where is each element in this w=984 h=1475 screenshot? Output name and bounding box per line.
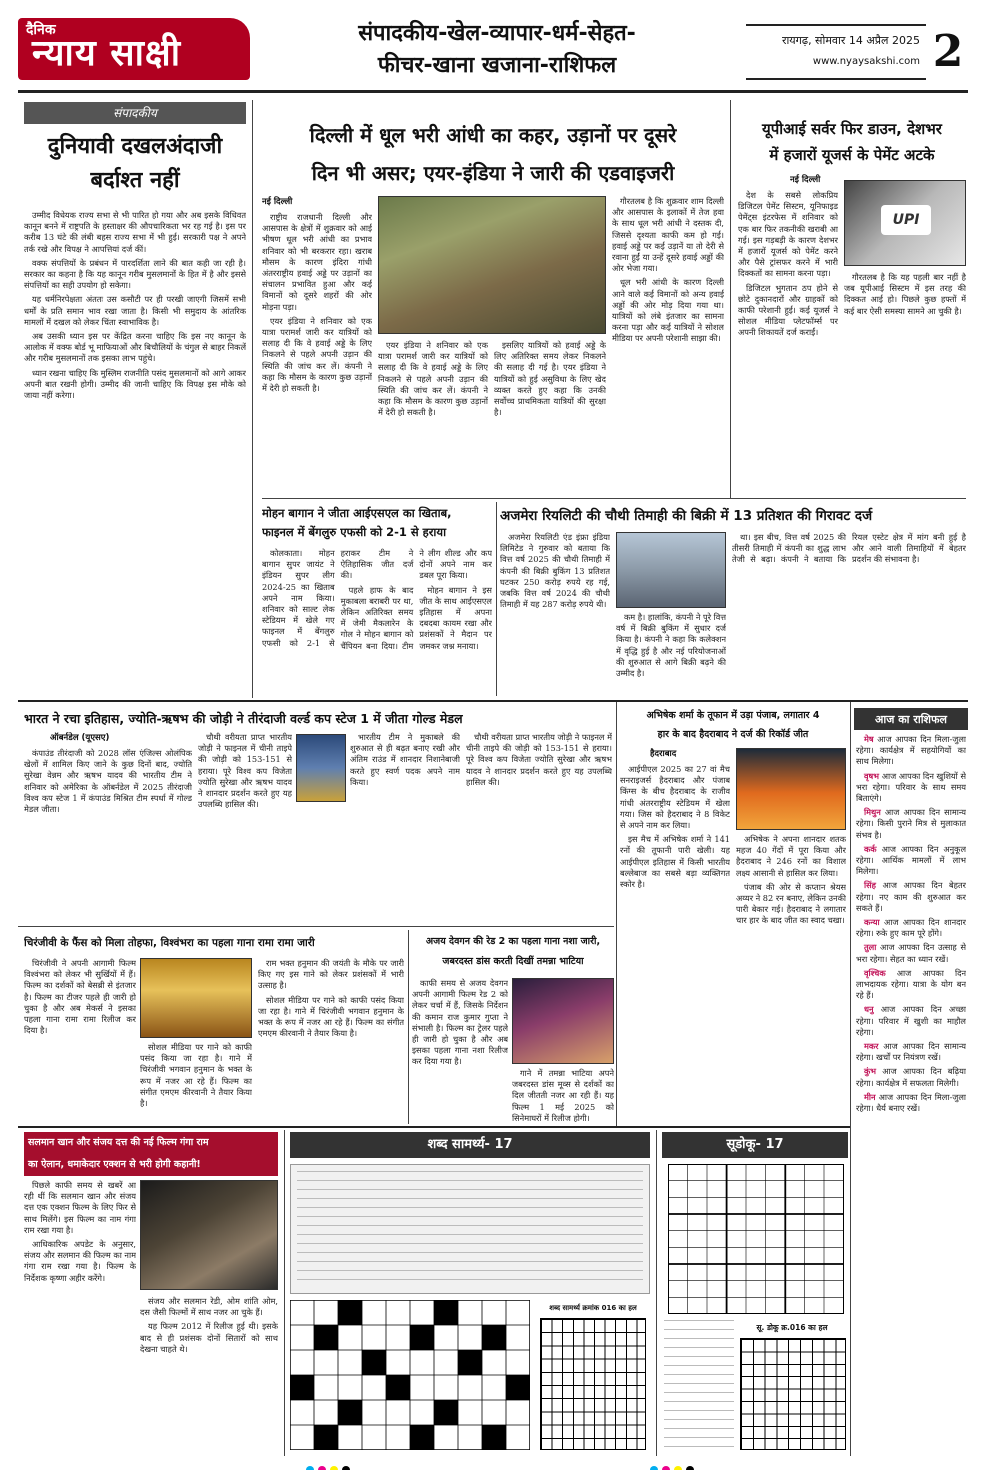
football-headline-1: मोहन बागान ने जीता आईएसएल का खिताब,	[262, 506, 452, 520]
dust-para: एयर इंडिया ने शनिवार को एक यात्रा परामर्श जारी कर यात्रियों को सलाह दी कि वे हवाई अड्डे के लिए निकलने से पहले अपनी उड़ान की स्थिति की जांच कर लें। कंपनी ने कहा कि मौसम के कारण कुछ उड़ानों में देरी हो सकती है।	[378, 340, 488, 418]
salman-col-2	[140, 1296, 278, 1454]
salman-divider	[284, 1130, 285, 1456]
football-para: मोहन बागान ने इस जीत के साथ आईएसएल इतिहास में अपना दबदबा कायम रखा और प्रशंसकों ने मैदान पर जमकर जश्न मनाया।	[419, 584, 492, 651]
archery-col-2	[198, 732, 292, 922]
row2-rule	[18, 700, 968, 702]
sign-name: सिंह	[864, 880, 877, 891]
ajmera-headline: अजमेरा रियलिटी की चौथी तिमाही की बिक्री में 13 प्रतिशत की गिरावट दर्ज	[500, 508, 873, 524]
sign-text: आज आपका दिन अच्छा रहेगा। परिवार में खुशी का माहौल रहेगा।	[856, 1004, 966, 1037]
editorial-para: अब उसकी ध्यान इस पर केंद्रित करना चाहिए कि इस नए कानून के आलोक में वक्फ बोर्ड भू माफियाओं और बिचौलियों के चंगुल से बाहर निकलें और गरीब मुसलमानों तक इसका लाभ पहुंचे।	[24, 331, 246, 364]
crossword-grid	[290, 1300, 530, 1450]
upi-para: देश के सबसे लोकप्रिय डिजिटल पेमेंट सिस्टम, यूनिफाइड पेमेंट्स इंटरफेस में शनिवार को एक बार फिर तकनीकी खराबी आ गई। इस गड़बड़ी के कारण देशभर में हजारों यूजर्स को पेमेंट करने और पैसे ट्रांसफर करने में भारी दिक्कतों का सामना करना पड़ा।	[738, 190, 838, 279]
salman-headline-1: सलमान खान और संजय दत्त की नई फिल्म गंगा राम	[28, 1137, 209, 1148]
sign-text: आज आपका दिन मिला-जुला रहेगा। कार्यक्षेत्र में सहयोगियों का साथ मिलेगा।	[856, 734, 966, 767]
editorial-label: संपादकीय	[113, 106, 157, 120]
sign-name: मेष	[864, 734, 874, 744]
editorial-label-bar	[24, 102, 246, 124]
rashifal-sign	[856, 880, 966, 914]
salman-para: यह फिल्म 2012 में रिलीज हुई थी। इसके बाद से ही प्रशंसक दोनों सितारों को साथ देखना चाहते थे।	[140, 1321, 278, 1354]
registration-dots-svg	[300, 1465, 700, 1470]
website: www.nyaysakshi.com	[812, 56, 920, 67]
salman-col-1	[24, 1180, 136, 1454]
football-headline	[262, 504, 492, 544]
chiranjeevi-photo	[140, 958, 252, 1038]
chiranjeevi-divider	[408, 930, 409, 1124]
cricket-dateline: हैदराबाद	[650, 749, 677, 759]
upi-phone-photo	[844, 180, 966, 266]
chiranjeevi-para: चिरंजीवी ने अपनी आगामी फिल्म विश्वंभरा को लेकर भी सुर्खियों में हैं। फिल्म का दर्शकों को बेसब्री से इंतजार है। फिल्म का टीजर पहले ही जारी हो चुका है और अब मेकर्स ने इसका पहला गाना रामा रामा रिलीज कर दिया है।	[24, 958, 136, 1036]
rashifal-sign	[856, 807, 966, 841]
football-para: पहले हाफ के बाद मुकाबला बराबरी पर था, लेकिन अतिरिक्त समय में जेमी मैकलारेन के गोल ने मोहन बागान को चैंपियन बना दिया। टीम ने लीग शील्ड और कप दोनों अपने नाम कर डबल पूरा किया।	[340, 548, 492, 651]
sign-text: आज आपका दिन बढ़िया रहेगा। कार्यक्षेत्र में सफलता मिलेगी।	[856, 1066, 966, 1088]
football-headline-2: फाइनल में बेंगलुरु एफसी को 2-1 से हराया	[262, 525, 447, 539]
archery-para: चौथी वरीयता प्राप्त भारतीय जोड़ी ने फाइनल में चीनी ताइपे की जोड़ी को 153-151 से हराया। पूरे विश्व कप विजेता ज्योति सुरेखा और ऋषभ यादव ने शानदार प्रदर्शन करते हुए यह उपलब्धि हासिल की।	[466, 732, 612, 787]
sudoku-answer-grid	[740, 1338, 846, 1450]
ajmera-para: कम है। हालांकि, कंपनी ने पूरे वित्त वर्ष में बिक्री बुकिंग में सुधार दर्ज किया है। कंपनी ने कहा कि कलेक्शन में वृद्धि हुई है और नई परियोजनाओं की शुरुआत से आगे बिक्री बढ़ने की उम्मीद है।	[616, 612, 726, 679]
rashifal-sign	[856, 1041, 966, 1063]
dust-para: एयर इंडिया ने शनिवार को एक यात्रा परामर्श जारी कर यात्रियों को सलाह दी कि वे हवाई अड्डे के लिए निकलने से पहले अपनी उड़ान की स्थिति की जांच कर लें। कंपनी ने कहा कि मौसम के कारण कुछ उड़ानों में देरी हो सकती है।	[262, 315, 372, 394]
cricket-col-2	[736, 834, 846, 1122]
editorial-headline-1: दुनियावी दखलअंदाजी	[47, 134, 223, 159]
sign-name: कर्क	[864, 843, 877, 854]
editorial-body	[24, 210, 246, 696]
rashifal-sign	[856, 734, 966, 768]
editorial-para: यह धर्मनिरपेक्षता अंततः उस कसौटी पर ही परखी जाएगी जिसमें सभी धर्मों के प्रति समान भाव रखा जाता है। किसी भी समुदाय के आंतरिक मामलों में दखल को लेकर चिंता स्वाभाविक है।	[24, 294, 246, 327]
ajay-para: काफी समय से अजय देवगन अपनी आगामी फिल्म रेड 2 को लेकर चर्चा में हैं, जिसके निर्देशन की कमान राज कुमार गुप्ता ने संभाली है। फिल्म का ट्रेलर पहले ही जारी हो चुका है और अब इसका पहला गाना नशा रिलीज कर दिया गया है।	[412, 978, 508, 1067]
sudoku-answer-label: सू. डोकू क्र.016 का हल	[756, 1323, 828, 1332]
ajay-headline	[412, 932, 614, 976]
mid-divider	[616, 702, 617, 1126]
upi-dateline: नई दिल्ली	[790, 175, 821, 185]
paper-name: न्याय साक्षी	[32, 33, 182, 74]
sign-name: धनु	[864, 1004, 874, 1015]
editorial-para: ध्यान रखना चाहिए कि मुस्लिम राजनीति पसंद मुसलमानों को आगे आकर अपनी बात रखनी होगी। उम्मीद की जानी चाहिए कि विपक्ष इस मौके को जाया नहीं करेगा।	[24, 367, 246, 401]
editorial-para: उम्मीद विधेयक राज्य सभा से भी पारित हो गया और अब इसके विधिवत कानून बनने में राष्ट्रपति के हस्ताक्षर की औपचारिकता भर रह गई है। इस पर करीब 13 घंटे की लंबी बहस राज्य सभा में भी हुई। सरकारी पक्ष ने अपने तर्क रखे और विपक्ष ने आपत्तियां दर्ज कीं।	[24, 210, 246, 254]
ajmera-para: अजमेरा रियलिटी एंड इंफ्रा इंडिया लिमिटेड ने गुरुवार को बताया कि वित्त वर्ष 2025 की चौथी तिमाही में कंपनी की बिक्री बुकिंग 13 प्रतिशत घटकर 250 करोड़ रुपये रह गई, जबकि वित्त वर्ष 2024 की चौथी तिमाही में यह 287 करोड़ रुपये थी।	[500, 532, 610, 610]
salman-para: आधिकारिक अपडेट के अनुसार, संजय और सलमान की फिल्म का नाम गंगा राम रखा गया है। फिल्म के निर्देशक कृष्णा अहीर करेंगे।	[24, 1239, 136, 1283]
salman-headline-2: का ऐलान, धमाकेदार एक्शन से भरी होगी कहानी!	[28, 1159, 201, 1170]
editorial-divider	[252, 100, 253, 698]
sign-text: आज आपका दिन खुशियों से भरा रहेगा। परिवार के साथ समय बिताएंगे।	[856, 770, 966, 804]
ajay-col-2	[512, 1068, 614, 1122]
upi-logo-icon	[881, 205, 931, 235]
sign-text: आज आपका दिन मिला-जुला रहेगा। धैर्य बनाए रखें।	[856, 1091, 966, 1114]
cricket-headline-2: हार के बाद हैदराबाद ने दर्ज की रिकॉर्ड जीत	[657, 729, 809, 740]
archery-headline: भारत ने रचा इतिहास, ज्योति-ऋषभ की जोड़ी ने तीरंदाजी वर्ल्ड कप स्टेज 1 में जीता गोल्ड मेडल	[24, 711, 463, 726]
masthead-sections	[262, 18, 732, 84]
dust-headline-2: दिन भी असर; एयर-इंडिया ने जारी की एडवाइजरी	[311, 161, 675, 185]
sudoku-title-bar	[662, 1132, 848, 1158]
cricket-headline	[620, 706, 846, 746]
sign-name: मकर	[864, 1041, 879, 1052]
cricket-para: अभिषेक ने अपना शानदार शतक महज 40 गेंदों में पूरा किया और हैदराबाद ने 246 रनों का विशाल लक्ष्य आसानी से हासिल कर लिया।	[736, 834, 846, 878]
archery-dateline: ऑबर्नडेल (यूएसए)	[50, 733, 110, 743]
crossword-grid-svg	[290, 1300, 530, 1450]
registration-marks	[300, 1460, 700, 1470]
chiranjeevi-headline: चिरंजीवी के फैंस को मिला तोहफा, विश्वंभरा का पहला गाना रामा रामा जारी	[24, 937, 315, 949]
upi-para: डिजिटल भुगतान ठप होने से छोटे दुकानदारों और ग्राहकों को काफी परेशानी हुई। कई यूजर्स ने सोशल मीडिया प्लेटफॉर्म्स पर अपनी शिकायतें दर्ज कराईं।	[738, 282, 838, 338]
sign-text: आज आपका दिन लाभदायक रहेगा। यात्रा के योग बन रहे हैं।	[856, 967, 966, 1001]
crossword-clues-box	[290, 1164, 650, 1294]
ajay-headline-1: अजय देवगन की रेड 2 का पहला गाना नशा जारी,	[425, 936, 601, 947]
rashifal-title-bar	[854, 708, 968, 730]
chiranjeevi-para: सोशल मीडिया पर गाने को काफी पसंद किया जा रहा है। गाने में चिरंजीवी भगवान हनुमान के भक्त के रूप में नजर आ रहे हैं। फिल्म का संगीत एमएम कीरवानी ने तैयार किया है।	[258, 994, 404, 1039]
rashifal-sign	[856, 1004, 966, 1038]
editorial-para: वक्फ संपत्तियों के प्रबंधन में पारदर्शिता लाने की बात कही जा रही है। सरकार का कहना है कि यह कानून गरीब मुसलमानों के हित में है और इससे संपत्तियों का सही उपयोग हो सकेगा।	[24, 257, 246, 291]
editorial-headline	[24, 130, 246, 202]
crossword-answer-label: शब्द सामर्थ्य क्रमांक 016 का हल	[549, 1304, 637, 1312]
crossword-answer-grid	[540, 1318, 646, 1450]
rashifal-sign	[856, 942, 966, 964]
cricket-divider	[850, 702, 851, 1456]
sudoku-instructions	[664, 1320, 734, 1450]
dust-headline	[262, 116, 724, 192]
archery-para: कंपाउंड तीरंदाजी को 2028 लॉस एंजिल्स ओलंपिक खेलों में शामिल किए जाने के कुछ दिनों बाद, ज्योति सुरेखा वेन्नम और ऋषभ यादव की भारतीय टीम ने शनिवार को अमेरिका के ऑबर्नडेल में 2025 तीरंदाजी विश्व कप स्टेज 1 में कंपाउंड मिश्रित टीम स्पर्धा में गोल्ड मेडल जीता।	[24, 748, 192, 815]
dateline: रायगढ़, सोमवार 14 अप्रैल 2025	[781, 34, 920, 47]
sign-text: आज आपका दिन सामान्य रहेगा। किसी पुराने मित्र से मुलाकात संभव है।	[856, 807, 966, 840]
ajmera-col-1	[500, 532, 610, 694]
sudoku-grid-svg	[668, 1164, 844, 1314]
chiranjeevi-para: सोशल मीडिया पर गाने को काफी पसंद किया जा रहा है। गाने में चिरंजीवी भगवान हनुमान के भक्त के रूप में नजर आ रहे हैं। फिल्म का संगीत एमएम कीरवानी ने तैयार किया है।	[140, 1042, 252, 1109]
ajay-para: गाने में तमन्ना भाटिया अपने जबरदस्त डांस मूव्स से दर्शकों का दिल जीतती नजर आ रही हैं। यह फिल्म 1 मई 2025 को सिनेमाघरों में रिलीज होगी।	[512, 1068, 614, 1122]
upi-col-2	[844, 272, 966, 494]
archery-medal-photo	[296, 734, 346, 802]
row1-rule	[262, 498, 966, 499]
sudoku-title: सूडोकू- 17	[726, 1137, 784, 1152]
paper-prefix: दैनिक	[26, 22, 56, 38]
ajay-col-1	[412, 978, 508, 1122]
chiranjeevi-col-1	[24, 958, 136, 1122]
salman-para: संजय और सलमान रेडी, ओम शांति ओम, दस जैसी फिल्मों में साथ नजर आ चुके हैं।	[140, 1296, 278, 1318]
archery-rule	[18, 926, 614, 927]
ajmera-col-3	[732, 532, 966, 694]
crossword-divider	[656, 1130, 657, 1456]
rashifal-sign	[856, 771, 966, 805]
salman-para: पिछले काफी समय से खबरें आ रही थीं कि सलमान खान और संजय दत्त एक एक्शन फिल्म के लिए फिर से साथ मिलेंगे। इस फिल्म का नाम गंगा राम रखा गया है।	[24, 1180, 136, 1235]
crossword-title-bar	[290, 1132, 650, 1158]
archery-col-4	[466, 732, 612, 922]
upi-headline	[738, 116, 966, 172]
editorial-headline-2: बर्दाश्त नहीं	[90, 168, 180, 193]
dust-headline-1: दिल्ली में धूल भरी आंधी का कहर, उड़ानों पर दूसरे	[309, 123, 677, 147]
upi-logo-text: UPI	[892, 212, 920, 228]
salman-headline-bar	[24, 1132, 278, 1176]
dust-para: इसलिए यात्रियों को हवाई अड्डे के लिए अतिरिक्त समय लेकर निकलने की सलाह दी गई है। एयर इंडिया ने यात्रियों को हुई असुविधा के लिए खेद व्यक्त करते हुए कहा कि उनकी सर्वोच्च प्राथमिकता यात्रियों की सुरक्षा है।	[494, 340, 606, 418]
ajmera-building-photo	[616, 532, 726, 608]
rashifal-list	[856, 734, 966, 1454]
page-number: 2	[932, 26, 964, 77]
chiranjeevi-col-3	[258, 958, 404, 1122]
cricket-abhishek-photo	[736, 748, 846, 830]
sign-name: वृषभ	[864, 770, 880, 781]
masthead-rule	[18, 90, 968, 93]
chiranjeevi-col-2	[140, 1042, 252, 1122]
rashifal-sign	[856, 1092, 966, 1114]
upi-headline-2: में हजारों यूजर्स के पेमेंट अटके	[769, 146, 935, 164]
sudoku-grid	[668, 1164, 844, 1314]
sign-name: मीन	[864, 1091, 876, 1102]
sign-text: आज आपका दिन बेहतर रहेगा। नए काम की शुरुआत कर सकते हैं।	[856, 880, 966, 913]
football-divider	[496, 502, 497, 696]
dust-para: गौरतलब है कि शुक्रवार शाम दिल्ली और आसपास के इलाकों में तेज हवा के साथ धूल भरी आंधी ने दस्तक दी, जिससे दृश्यता काफी कम हो गई। हवाई अड्डे पर कई उड़ानें या तो देरी से रवाना हुईं या उन्हें दूसरे हवाई अड्डों की ओर भेजा गया।	[612, 196, 724, 274]
sign-name: मिथुन	[864, 807, 881, 818]
salman-sanjay-photo	[140, 1180, 278, 1290]
archery-para: भारतीय टीम ने मुकाबले की शुरुआत से ही बढ़त बनाए रखी और अंतिम राउंड में शानदार निशानेबाजी करते हुए स्वर्ण पदक अपने नाम किया।	[350, 732, 460, 787]
ajay-tamannaah-photo	[512, 978, 614, 1064]
cricket-col-1	[620, 764, 730, 1122]
sign-name: तुला	[864, 942, 877, 953]
upi-headline-1: यूपीआई सर्वर फिर डाउन, देशभर	[762, 120, 942, 138]
sign-name: वृश्चिक	[864, 967, 886, 978]
cricket-para: इस मैच में अभिषेक शर्मा ने 141 रनों की तूफानी पारी खेली। यह आईपीएल इतिहास में किसी भारतीय बल्लेबाज का सबसे बड़ा व्यक्तिगत स्कोर है।	[620, 834, 730, 890]
sign-text: आज आपका दिन अनुकूल रहेगा। आर्थिक मामलों में लाभ मिलेगा।	[856, 843, 966, 877]
ajmera-para: था। इस बीच, वित्त वर्ष 2025 की तीसरी तिमाही में कंपनी का शुद्ध लाभ तेजी से बढ़ा। कंपनी ने बताया कि रियल एस्टेट क्षेत्र में मांग बनी हुई है और आने वाली तिमाहियों में बेहतर प्रदर्शन की संभावना है।	[732, 532, 966, 565]
archery-col-3	[350, 732, 460, 922]
crossword-title: शब्द सामर्थ्य- 17	[427, 1137, 513, 1152]
masthead-dateline-box	[746, 24, 926, 80]
rashifal-sign	[856, 1066, 966, 1088]
clue-lines	[297, 1171, 643, 1287]
upi-para: गौरतलब है कि यह पहली बार नहीं है जब यूपीआई सिस्टम में इस तरह की दिक्कत आई हो। पिछले कुछ हफ्तों में कई बार ऐसी समस्या सामने आ चुकी है।	[844, 272, 966, 316]
dust-storm-photo	[378, 196, 606, 334]
rashifal-sign	[856, 917, 966, 939]
dust-para: राष्ट्रीय राजधानी दिल्ली और आसपास के क्षेत्रों में शुक्रवार को आई भीषण धूल भरी आंधी का प्रभाव शनिवार को भी बरकरार रहा। खराब मौसम के कारण इंदिरा गांधी अंतरराष्ट्रीय हवाई अड्डे पर उड़ानों का संचालन प्रभावित हुआ और कई विमानों को दूसरे शहरों की ओर मोड़ना पड़ा।	[262, 212, 372, 312]
archery-para: चौथी वरीयता प्राप्त भारतीय जोड़ी ने फाइनल में चीनी ताइपे की जोड़ी को 153-151 से हराया। पूरे विश्व कप विजेता ज्योति सुरेखा और ऋषभ यादव ने शानदार प्रदर्शन करते हुए यह उपलब्धि हासिल की।	[198, 732, 292, 810]
masthead-logo	[18, 18, 250, 80]
dust-dateline: नई दिल्ली	[262, 197, 293, 207]
rashifal-sign	[856, 968, 966, 1002]
chiranjeevi-para: राम भक्त हनुमान की जयंती के मौके पर जारी किए गए इस गाने को लेकर प्रशंसकों में भारी उत्साह है।	[258, 958, 404, 991]
sections-line-1: संपादकीय-खेल-व्यापार-धर्म-सेहत-	[358, 21, 636, 46]
cricket-para: आईपीएल 2025 का 27 वां मैच सनराइजर्स हैदराबाद और पंजाब किंग्स के बीच हैदराबाद के राजीव गांधी अंतरराष्ट्रीय स्टेडियम में खेला गया। जिस को हैदराबाद ने 8 विकेट से अपने नाम कर लिया।	[620, 764, 730, 831]
cricket-headline-1: अभिषेक शर्मा के तूफान में उड़ा पंजाब, लगातार 4	[646, 710, 820, 721]
sign-name: कन्या	[864, 917, 880, 928]
row3-rule	[18, 1126, 850, 1128]
archery-col-1	[24, 748, 192, 922]
football-body	[262, 548, 492, 694]
upi-col-1	[738, 190, 838, 494]
dust-divider	[730, 100, 731, 498]
sign-text: आज आपका दिन उत्साह से भरा रहेगा। सेहत का ध्यान रखें।	[856, 942, 966, 964]
sign-text: आज आपका दिन सामान्य रहेगा। खर्चों पर नियंत्रण रखें।	[856, 1041, 966, 1063]
sign-name: कुंभ	[864, 1066, 877, 1077]
ajay-headline-2: जबरदस्त डांस करती दिखीं तमन्ना भाटिया	[442, 956, 584, 967]
sign-text: आज आपका दिन शानदार रहेगा। रुके हुए काम पूरे होंगे।	[856, 917, 966, 939]
sections-line-2: फीचर-खाना खजाना-राशिफल	[377, 53, 617, 78]
rashifal-title: आज का राशिफल	[875, 713, 947, 726]
ajmera-col-2	[616, 612, 726, 694]
dust-para: धूल भरी आंधी के कारण दिल्ली आने वाले कई विमानों को अन्य हवाई अड्डों की ओर मोड़ दिया गया था। यात्रियों को लंबे इंतजार का सामना करना पड़ा और कई यात्रियों ने सोशल मीडिया पर अपनी परेशानी साझा की।	[612, 277, 724, 344]
cricket-para: पंजाब की ओर से कप्तान श्रेयस अय्यर ने 82 रन बनाए, लेकिन उनकी पारी बेकार गई। हैदराबाद ने लगातार चार हार के बाद जीत का स्वाद चखा।	[736, 881, 846, 926]
rashifal-sign	[856, 844, 966, 878]
football-para: कोलकाता। मोहन बागान सुपर जायंट ने इंडियन सुपर लीग 2024-25 का खिताब अपने नाम किया। शनिवार को साल्ट लेक स्टेडियम में खेले गए फाइनल में बेंगलुरु एफसी को 2-1 से हराकर टीम ने ऐतिहासिक जीत दर्ज की।	[262, 548, 414, 648]
